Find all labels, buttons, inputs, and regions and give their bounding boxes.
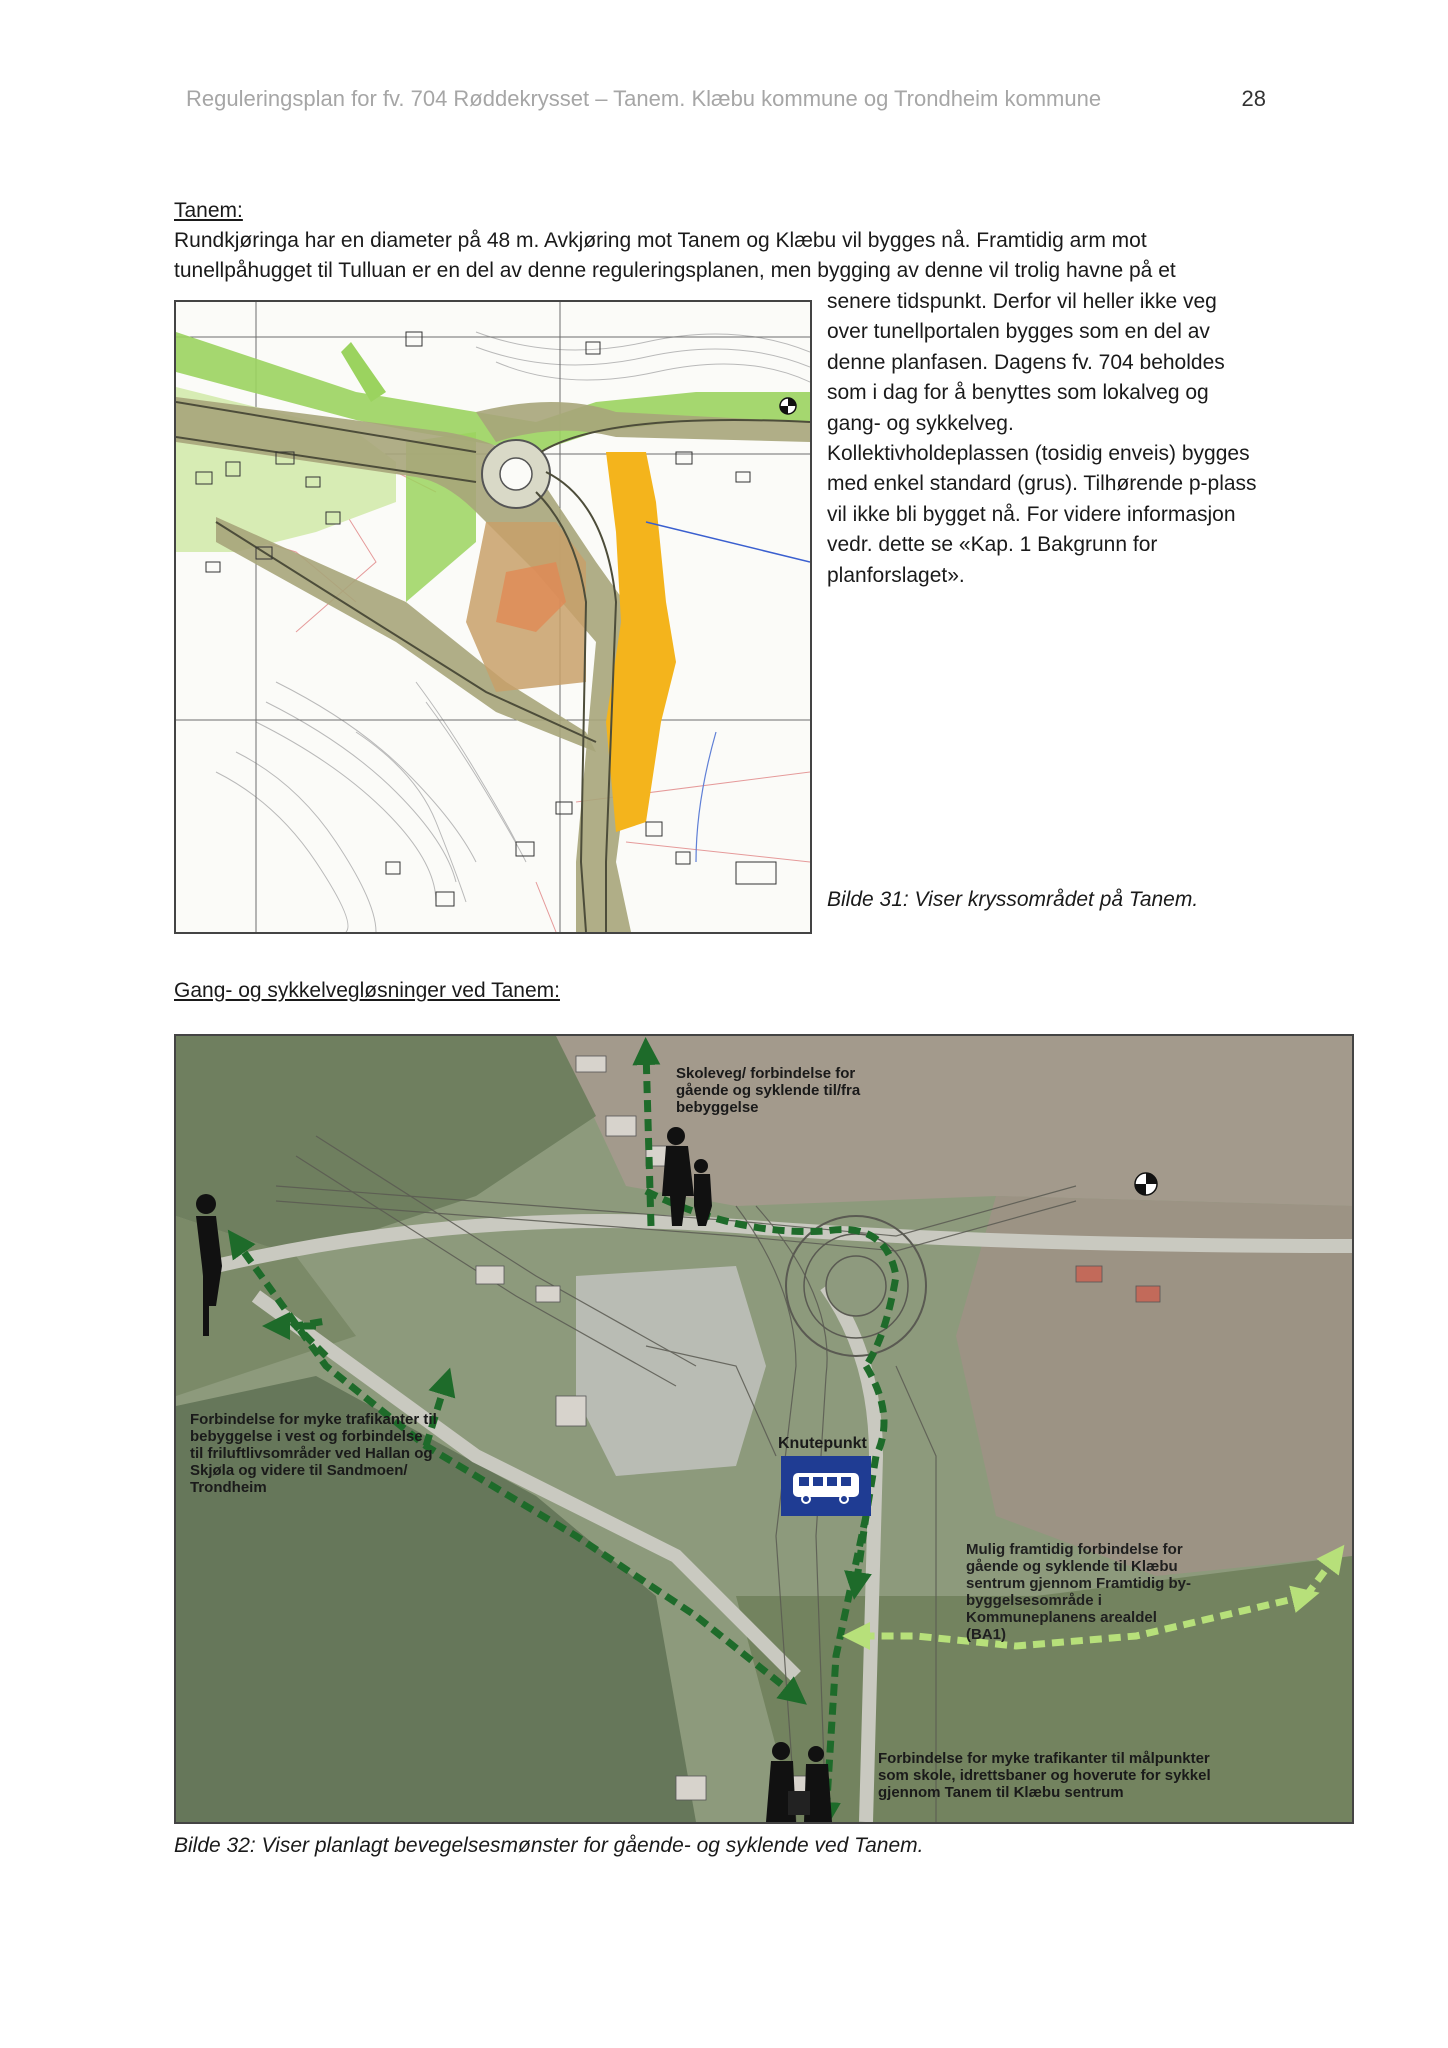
bus-stop-icon (781, 1456, 871, 1516)
label-line: gjennom Tanem til Klæbu sentrum (878, 1784, 1124, 1801)
side-line: som i dag for å benyttes som lokalveg og (827, 381, 1209, 405)
section-heading-tanem: Tanem: (174, 199, 243, 222)
label-line: Forbindelse for myke trafikanter til målpunkter (878, 1750, 1210, 1767)
label-line: sentrum gjennom Framtidig by- (966, 1575, 1192, 1592)
intro-paragraph (174, 226, 1294, 287)
label-line: byggelsesområde i (966, 1592, 1102, 1609)
label-line: Skoleveg/ forbindelse for (676, 1065, 856, 1082)
side-line: Kollektivholdeplassen (tosidig enveis) bygges (827, 442, 1250, 466)
section-heading-gang-sykkel: Gang- og sykkelvegløsninger ved Tanem: (174, 979, 560, 1002)
label-line: gående og syklende til/fra (676, 1082, 861, 1099)
caption-bilde-31: Bilde 31: Viser kryssområdet på Tanem. (827, 888, 1199, 911)
label-line: (BA1) (966, 1626, 1006, 1643)
side-line: senere tidspunkt. Derfor vil heller ikke veg (827, 290, 1217, 313)
page-header (186, 86, 1266, 112)
side-line: over tunellportalen bygges som en del av (827, 320, 1210, 344)
side-line: gang- og sykkelveg. (827, 411, 1014, 435)
label-line: til friluftlivsområder ved Hallan og (190, 1445, 433, 1462)
label-line: Skjøla og videre til Sandmoen/ (190, 1462, 408, 1479)
side-paragraph (827, 287, 1297, 591)
label-line: Mulig framtidig forbindelse for (966, 1541, 1183, 1558)
intro-line-2: tunellpåhugget til Tulluan er en del av denne reguleringsplanen, men bygging av denne vil trolig havne på et (174, 259, 1176, 283)
intro-line-1: Rundkjøringa har en diameter på 48 m. Avkjøring mot Tanem og Klæbu vil bygges nå. Framtidig arm mot (174, 229, 1147, 252)
label-line: bebyggelse i vest og forbindelse (190, 1428, 423, 1445)
side-line: vil ikke bli bygget nå. For videre informasjon (827, 502, 1236, 526)
regulation-plan-map (174, 300, 812, 934)
caption-bilde-32: Bilde 32: Viser planlagt bevegelsesmønster for gående- og syklende ved Tanem. (174, 1834, 924, 1857)
label-line: Forbindelse for myke trafikanter til (190, 1411, 437, 1428)
side-line: vedr. dette se «Kap. 1 Bakgrunn for (827, 533, 1158, 557)
label-line: gående og syklende til Klæbu (966, 1558, 1178, 1575)
map-drawing (176, 302, 810, 932)
header-title: Reguleringsplan for fv. 704 Røddekrysset – Tanem. Klæbu kommune og Trondheim kommune (186, 86, 1102, 111)
label-line: bebyggelse (676, 1099, 759, 1116)
aerial-drawing (176, 1036, 1352, 1822)
aerial-movement-map (174, 1034, 1354, 1824)
side-line: med enkel standard (grus). Tilhørende p-plass (827, 472, 1257, 496)
page-number: 28 (1241, 86, 1266, 111)
label-line: Trondheim (190, 1479, 267, 1496)
label-line: som skole, idrettsbaner og hoverute for sykkel (878, 1767, 1211, 1784)
label-line: Kommuneplanens arealdel (966, 1609, 1157, 1626)
side-line: planforslaget». (827, 563, 965, 587)
side-line: denne planfasen. Dagens fv. 704 beholdes (827, 350, 1225, 374)
label-knutepunkt: Knutepunkt (778, 1435, 867, 1452)
